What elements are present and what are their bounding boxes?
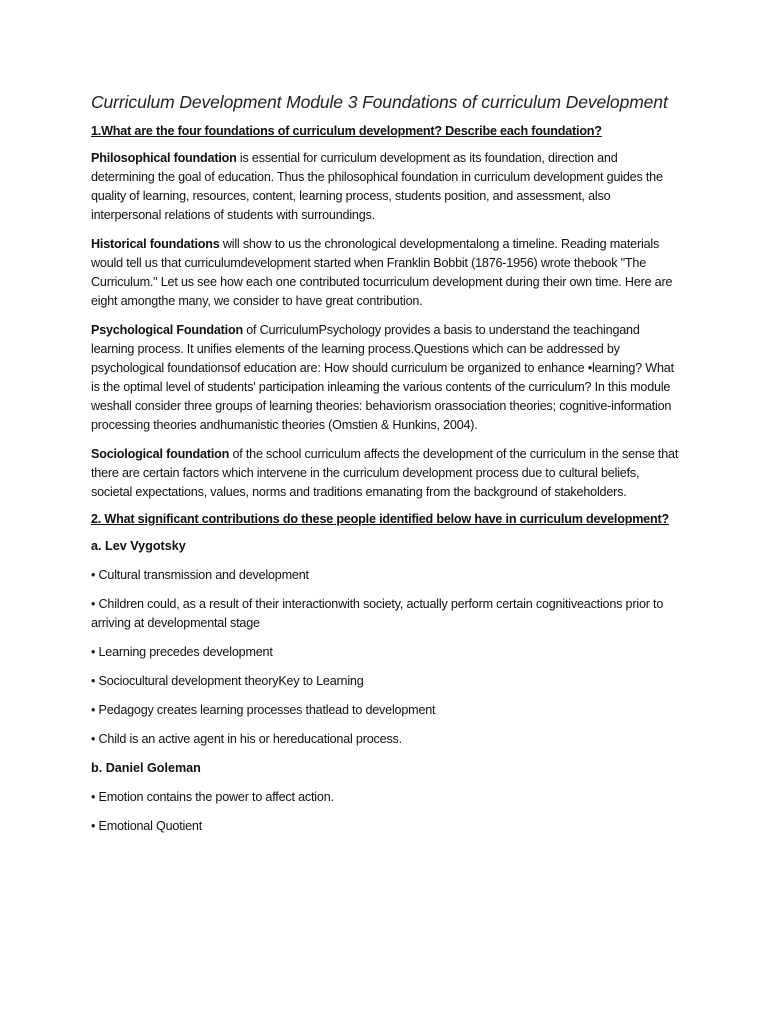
person-a-bullet: • Children could, as a result of their interactionwith society, actually perform certain cognitiveactions prior to arriving at developmental stage bbox=[91, 597, 664, 630]
historical-foundation-paragraph bbox=[91, 235, 681, 311]
question-1-number: 1. bbox=[91, 124, 102, 138]
philosophical-foundation-body: is essential for curriculum development as its foundation, direction and determining the goal of education. Thus the philosophical foundation in curriculum development guides the quality of learning, resources, content, learning process, students position, and assessment, also interpersonal relations of students with surroundings. bbox=[91, 151, 663, 222]
psychological-foundation-paragraph bbox=[91, 321, 681, 435]
person-b-bullet: • Emotional Quotient bbox=[91, 819, 203, 833]
person-a-bullet: • Pedagogy creates learning processes thatlead to development bbox=[91, 703, 436, 717]
historical-foundation-body: will show to us the chronological developmentalong a timeline. Reading materials would tell us that curriculumdevelopment started when Franklin Bobbit (1876-1956) wrote thebook "The Curriculum." Let us see how each one contributed tocurriculum development during their own time. Here are eight amongthe many, we consider to have great contribution. bbox=[91, 237, 673, 308]
question-1-text: What are the four foundations of curriculum development? Describe each foundation? bbox=[101, 124, 602, 138]
document-page bbox=[91, 92, 681, 846]
person-b-heading: b. Daniel Goleman bbox=[91, 761, 201, 775]
document-title: Curriculum Development Module 3 Foundations of curriculum Development bbox=[91, 92, 668, 112]
question-2: 2. What significant contributions do these people identified below have in curriculum development? bbox=[91, 512, 669, 526]
question-1 bbox=[91, 124, 681, 138]
sociological-foundation-term: Sociological foundation bbox=[91, 447, 230, 461]
psychological-foundation-term: Psychological Foundation bbox=[91, 323, 243, 337]
psychological-foundation-body: of CurriculumPsychology provides a basis to understand the teachingand learning process. It unifies elements of the learning process.Questions which can be addressed by psychological foundationsof education are: How should curriculum be organized to enhance •learning? What is the optimal level of students' participation inleaming the various contents of the curriculum? In this module weshall consider three groups of learning theories: behaviorism orassociation theories; cognitive-information processing theories andhumanistic theories (Omstien & Hunkins, 2004). bbox=[91, 323, 674, 432]
philosophical-foundation-paragraph bbox=[91, 149, 681, 225]
philosophical-foundation-term: Philosophical foundation bbox=[91, 151, 237, 165]
historical-foundation-term: Historical foundations bbox=[91, 237, 220, 251]
person-b-bullet: • Emotion contains the power to affect action. bbox=[91, 790, 334, 804]
person-a-bullet: • Sociocultural development theoryKey to Learning bbox=[91, 674, 364, 688]
sociological-foundation-body: of the school curriculum affects the development of the curriculum in the sense that there are certain factors which intervene in the curriculum development process due to cultural beliefs, societal expectations, values, norms and traditions emanating from the background of stakeholders. bbox=[91, 447, 679, 499]
person-a-bullet: • Learning precedes development bbox=[91, 645, 273, 659]
person-a-heading: a. Lev Vygotsky bbox=[91, 539, 186, 553]
person-a-bullet: • Cultural transmission and development bbox=[91, 568, 309, 582]
sociological-foundation-paragraph bbox=[91, 445, 681, 502]
person-a-bullet: • Child is an active agent in his or hereducational process. bbox=[91, 732, 402, 746]
